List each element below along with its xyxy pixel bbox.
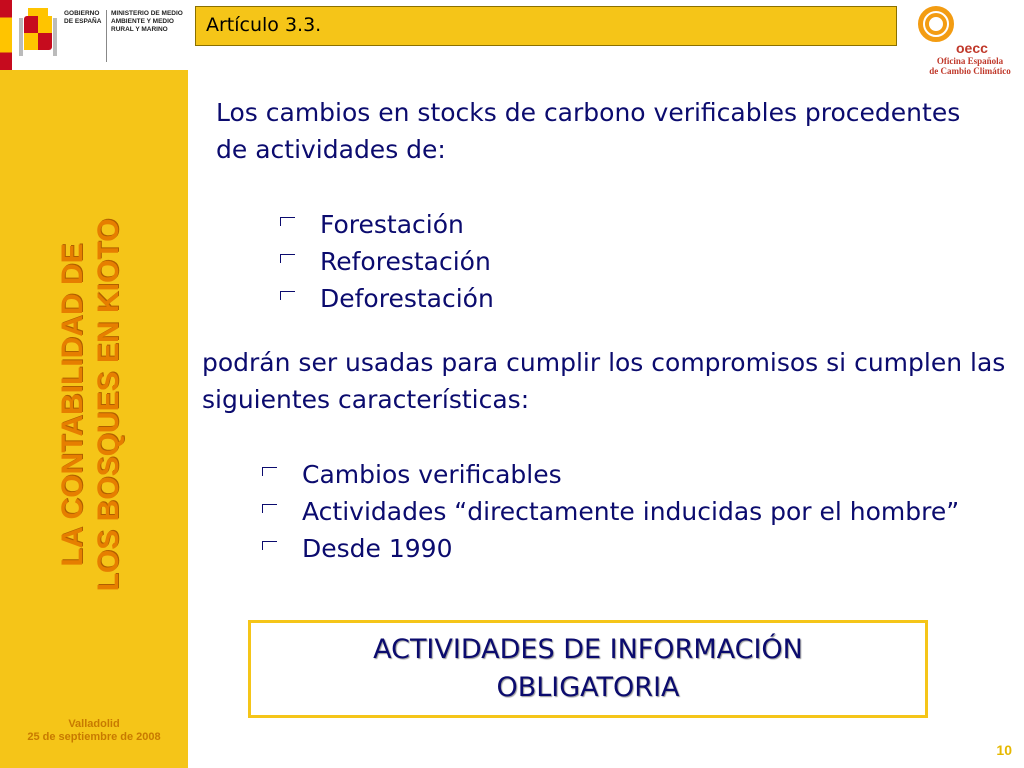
list-item xyxy=(280,206,880,243)
event-location xyxy=(0,718,188,744)
event-city: Valladolid xyxy=(68,718,120,730)
oecc-logo xyxy=(910,4,1022,80)
logo-divider xyxy=(106,10,107,62)
middle-text: podrán ser usadas para cumplir los compromisos si cumplen las siguientes características: xyxy=(202,348,1006,414)
bullet-icon xyxy=(280,217,295,226)
list-item-text: Forestación xyxy=(320,210,464,239)
coat-of-arms-icon xyxy=(18,6,58,62)
list-item-text: Deforestación xyxy=(320,284,494,313)
oecc-subtitle-line2: de Cambio Climático xyxy=(929,66,1011,76)
event-date: 25 de septiembre de 2008 xyxy=(27,731,161,743)
bullet-icon xyxy=(262,467,277,476)
bullet-icon xyxy=(280,254,295,263)
oecc-inner-circle-icon xyxy=(925,13,947,35)
list-item xyxy=(262,456,992,493)
bullet-icon xyxy=(262,541,277,550)
spain-flag-strip xyxy=(0,0,12,70)
info-box-line2: OBLIGATORIA xyxy=(496,672,680,703)
page-number: 10 xyxy=(996,742,1012,758)
intro-text: Los cambios en stocks de carbono verificables procedentes de actividades de: xyxy=(216,98,961,164)
vertical-title-line2: LOS BOSQUES EN KIOTO xyxy=(92,218,125,592)
vertical-title-line1: LA CONTABILIDAD DE xyxy=(56,243,89,567)
article-header: Artículo 3.3. xyxy=(195,6,897,46)
government-label: GOBIERNO DE ESPAÑA xyxy=(64,10,102,25)
list-item xyxy=(280,280,880,317)
ministry-label: MINISTERIO DE MEDIO AMBIENTE Y MEDIO RURAL Y MARINO xyxy=(111,10,183,33)
vertical-title xyxy=(55,175,145,635)
list-item-text: Actividades “directamente inducidas por el hombre” xyxy=(302,497,960,526)
government-logo xyxy=(0,0,188,70)
characteristics-list xyxy=(262,456,992,567)
bullet-icon xyxy=(280,291,295,300)
oecc-subtitle-line1: Oficina Española xyxy=(936,56,1004,66)
bullet-icon xyxy=(262,504,277,513)
sidebar xyxy=(0,0,188,768)
list-item xyxy=(262,493,992,530)
info-box xyxy=(248,620,928,718)
info-box-line1: ACTIVIDADES DE INFORMACIÓN xyxy=(373,634,803,665)
list-item xyxy=(262,530,992,567)
list-item-text: Reforestación xyxy=(320,247,491,276)
list-item-text: Desde 1990 xyxy=(302,534,453,563)
oecc-subtitle xyxy=(918,56,1022,76)
oecc-name: oecc xyxy=(956,40,988,56)
list-item xyxy=(280,243,880,280)
activities-list xyxy=(280,206,880,317)
list-item-text: Cambios verificables xyxy=(302,460,562,489)
